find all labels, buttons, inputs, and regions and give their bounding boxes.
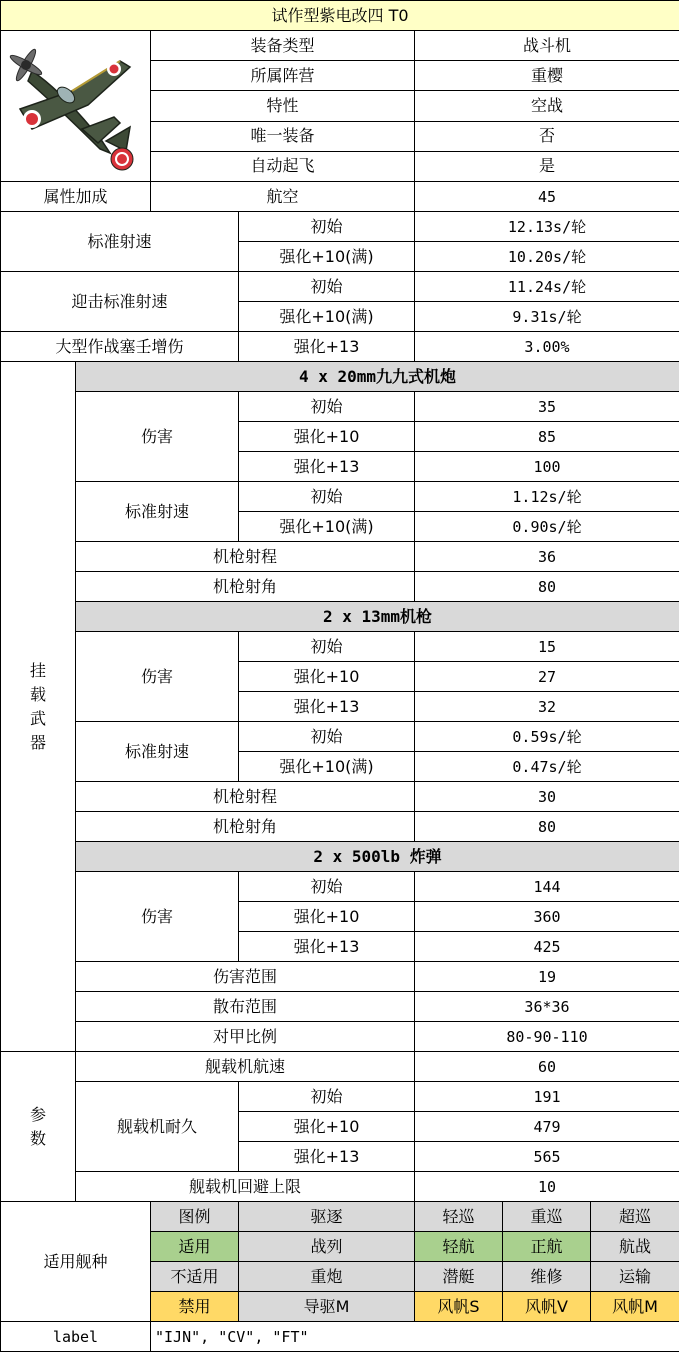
speed-value: 60 [415, 1052, 679, 1082]
std-rate-value: 12.13s/轮 [415, 212, 679, 242]
angle-label: 机枪射角 [76, 812, 415, 842]
ship-type: 潜艇 [415, 1262, 503, 1292]
damage-value: 27 [415, 662, 679, 692]
level-label: 强化+10 [239, 662, 415, 692]
level-label: 初始 [239, 1082, 415, 1112]
level-label: 初始 [239, 392, 415, 422]
ship-type-usable: 轻航 [415, 1232, 503, 1262]
level-label: 初始 [239, 272, 415, 302]
range-value: 30 [415, 782, 679, 812]
ship-type: 航战 [591, 1232, 679, 1262]
ship-type: 重巡 [503, 1202, 591, 1232]
damage-value: 32 [415, 692, 679, 722]
ship-type: 超巡 [591, 1202, 679, 1232]
rate-value: 1.12s/轮 [415, 482, 679, 512]
rate-label: 标准射速 [76, 722, 239, 782]
hp-value: 479 [415, 1112, 679, 1142]
level-label: 强化+10 [239, 1112, 415, 1142]
ship-type: 重炮 [239, 1262, 415, 1292]
ship-legend: 图例 [151, 1202, 239, 1232]
ship-type: 轻巡 [415, 1202, 503, 1232]
ship-type-usable: 正航 [503, 1232, 591, 1262]
basic-label: 所属阵营 [151, 61, 415, 91]
ship-type: 维修 [503, 1262, 591, 1292]
spread-label: 散布范围 [76, 992, 415, 1022]
rate-value: 0.47s/轮 [415, 752, 679, 782]
area-label: 伤害范围 [76, 962, 415, 992]
area-value: 19 [415, 962, 679, 992]
ship-legend-banned: 禁用 [151, 1292, 239, 1322]
evasion-value: 10 [415, 1172, 679, 1202]
level-label: 初始 [239, 632, 415, 662]
level-label: 强化+13 [239, 692, 415, 722]
basic-value: 战斗机 [415, 31, 679, 61]
armor-label: 对甲比例 [76, 1022, 415, 1052]
level-label: 强化+10(满) [239, 302, 415, 332]
rate-value: 0.90s/轮 [415, 512, 679, 542]
level-label: 强化+10(满) [239, 752, 415, 782]
level-label: 强化+10(满) [239, 512, 415, 542]
rate-label: 标准射速 [76, 482, 239, 542]
plane-image [1, 31, 151, 182]
level-label: 强化+13 [239, 452, 415, 482]
armor-value: 80-90-110 [415, 1022, 679, 1052]
basic-value: 重樱 [415, 61, 679, 91]
damage-value: 144 [415, 872, 679, 902]
level-label: 强化+13 [239, 932, 415, 962]
speed-label: 舰载机航速 [76, 1052, 415, 1082]
ship-type-banned: 风帆M [591, 1292, 679, 1322]
weapon-name: 2 x 13mm机枪 [76, 602, 679, 632]
hp-value: 565 [415, 1142, 679, 1172]
damage-value: 35 [415, 392, 679, 422]
fighter-plane-icon [2, 31, 150, 177]
weapon-name: 2 x 500lb 炸弹 [76, 842, 679, 872]
intercept-rate-label: 迎击标准射速 [1, 272, 239, 332]
ship-type-banned: 风帆S [415, 1292, 503, 1322]
stat-bonus-name: 航空 [151, 182, 415, 212]
damage-value: 85 [415, 422, 679, 452]
params-section-label: 参 数 [1, 1052, 76, 1202]
level-label: 强化+13 [239, 332, 415, 362]
basic-value: 否 [415, 121, 679, 151]
level-label: 强化+10 [239, 902, 415, 932]
angle-value: 80 [415, 812, 679, 842]
damage-label: 伤害 [76, 392, 239, 482]
angle-value: 80 [415, 572, 679, 602]
angle-label: 机枪射角 [76, 572, 415, 602]
hp-value: 191 [415, 1082, 679, 1112]
intercept-rate-value: 11.24s/轮 [415, 272, 679, 302]
evasion-label: 舰载机回避上限 [76, 1172, 415, 1202]
weapons-section-label: 挂 载 武 器 [1, 362, 76, 1052]
ship-legend-usable: 适用 [151, 1232, 239, 1262]
basic-label: 自动起飞 [151, 151, 415, 181]
basic-value: 是 [415, 151, 679, 181]
damage-value: 100 [415, 452, 679, 482]
fortress-label: 大型作战塞壬增伤 [1, 332, 239, 362]
weapon-name: 4 x 20mm九九式机炮 [76, 362, 679, 392]
basic-label: 唯一装备 [151, 121, 415, 151]
level-label: 初始 [239, 722, 415, 752]
damage-value: 425 [415, 932, 679, 962]
std-rate-value: 10.20s/轮 [415, 242, 679, 272]
ship-type: 驱逐 [239, 1202, 415, 1232]
basic-value: 空战 [415, 91, 679, 121]
hp-label: 舰载机耐久 [76, 1082, 239, 1172]
basic-label: 特性 [151, 91, 415, 121]
ship-type: 运输 [591, 1262, 679, 1292]
rate-value: 0.59s/轮 [415, 722, 679, 752]
label-value: "IJN", "CV", "FT" [151, 1322, 679, 1352]
damage-value: 15 [415, 632, 679, 662]
range-label: 机枪射程 [76, 782, 415, 812]
ship-types-label: 适用舰种 [1, 1202, 151, 1322]
damage-value: 360 [415, 902, 679, 932]
intercept-rate-value: 9.31s/轮 [415, 302, 679, 332]
level-label: 初始 [239, 212, 415, 242]
ship-type: 导驱M [239, 1292, 415, 1322]
level-label: 强化+13 [239, 1142, 415, 1172]
std-rate-label: 标准射速 [1, 212, 239, 272]
ship-type-banned: 风帆V [503, 1292, 591, 1322]
range-label: 机枪射程 [76, 542, 415, 572]
level-label: 强化+10 [239, 422, 415, 452]
range-value: 36 [415, 542, 679, 572]
ship-legend-unusable: 不适用 [151, 1262, 239, 1292]
level-label: 初始 [239, 872, 415, 902]
fortress-value: 3.00% [415, 332, 679, 362]
level-label: 强化+10(满) [239, 242, 415, 272]
spread-value: 36*36 [415, 992, 679, 1022]
damage-label: 伤害 [76, 872, 239, 962]
label-key: label [1, 1322, 151, 1352]
damage-label: 伤害 [76, 632, 239, 722]
level-label: 初始 [239, 482, 415, 512]
page-title: 试作型紫电改四 T0 [1, 1, 679, 31]
ship-type: 战列 [239, 1232, 415, 1262]
basic-label: 装备类型 [151, 31, 415, 61]
stat-bonus-label: 属性加成 [1, 182, 151, 212]
stat-bonus-value: 45 [415, 182, 679, 212]
